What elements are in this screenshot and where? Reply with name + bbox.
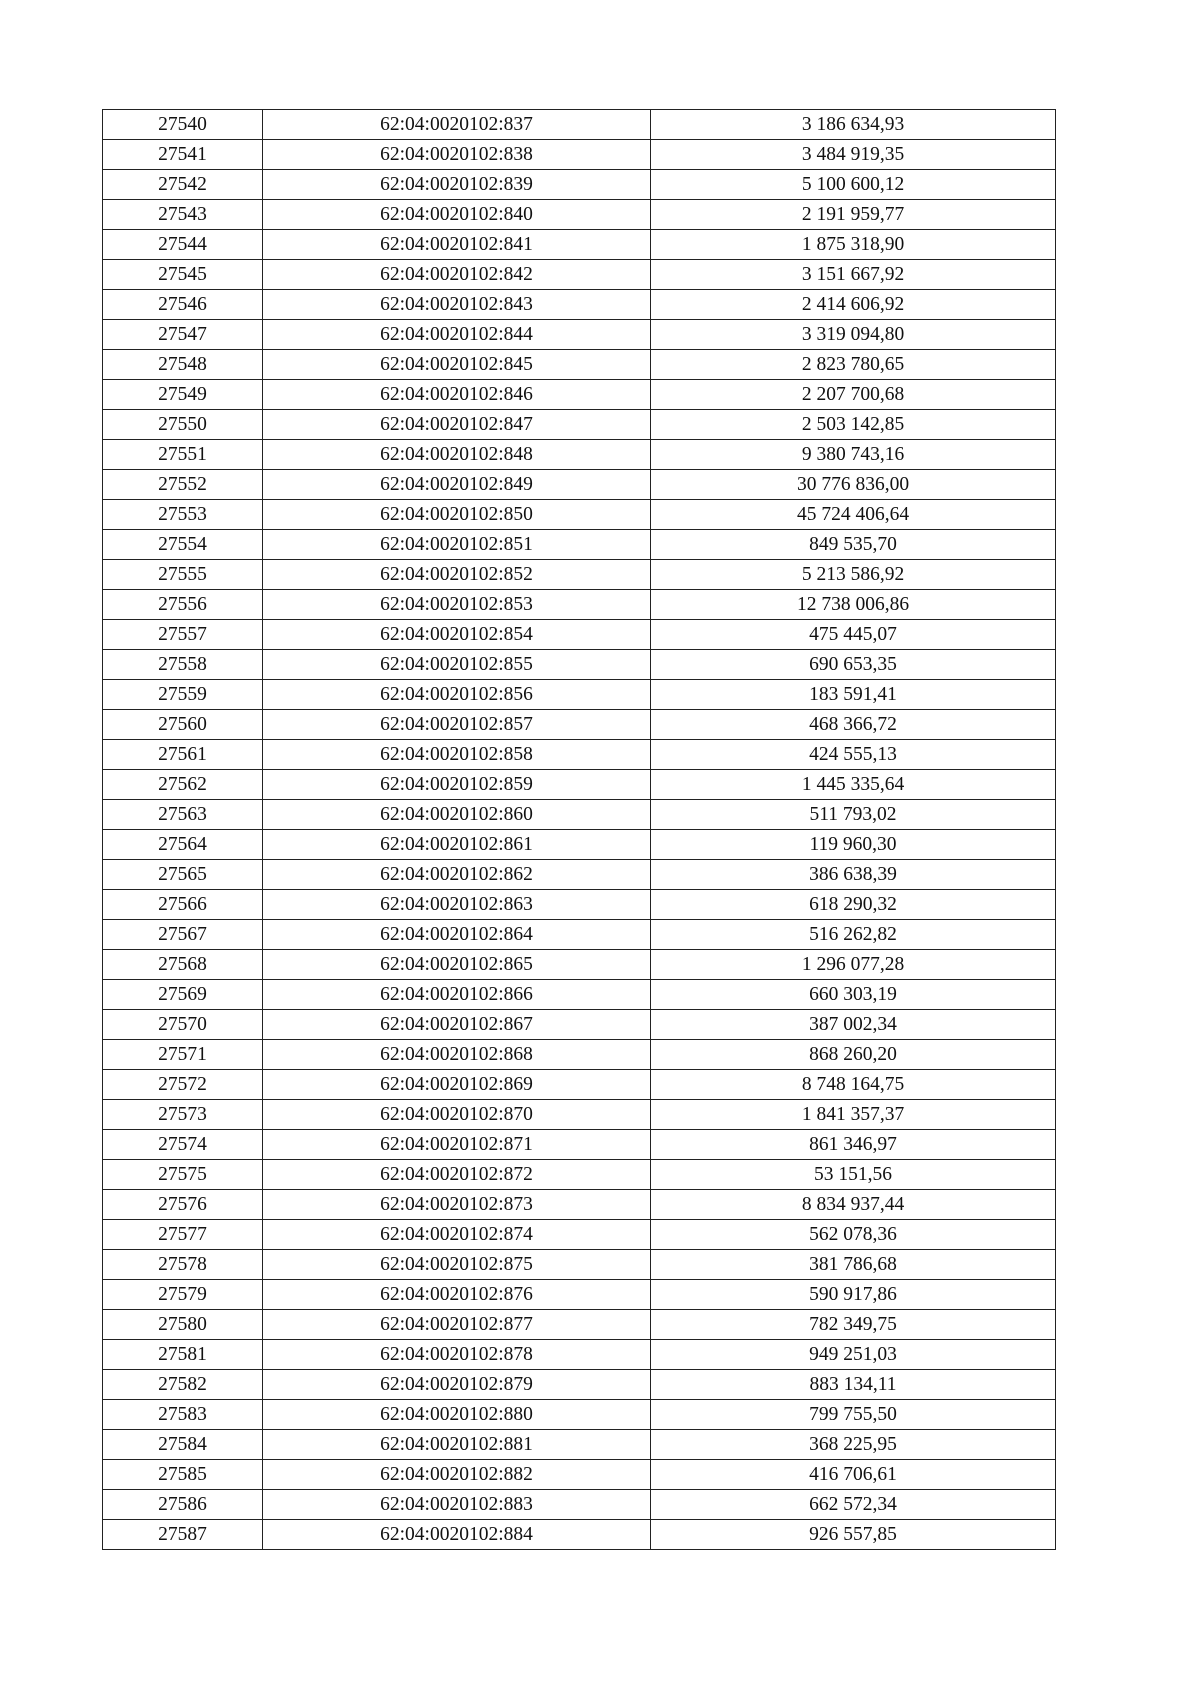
- row-number-cell: 27559: [103, 680, 263, 710]
- row-number-cell: 27587: [103, 1520, 263, 1550]
- table-row: [103, 1130, 1056, 1160]
- row-number-cell: 27580: [103, 1310, 263, 1340]
- cadastral-value-cell: 368 225,95: [651, 1430, 1056, 1460]
- row-number-cell: 27579: [103, 1280, 263, 1310]
- cadastral-value-cell: 926 557,85: [651, 1520, 1056, 1550]
- cadastral-number-cell: 62:04:0020102:860: [263, 800, 651, 830]
- cadastral-value-cell: 416 706,61: [651, 1460, 1056, 1490]
- table-row: [103, 1190, 1056, 1220]
- row-number-cell: 27583: [103, 1400, 263, 1430]
- cadastral-value-cell: 381 786,68: [651, 1250, 1056, 1280]
- cadastral-number-cell: 62:04:0020102:871: [263, 1130, 651, 1160]
- cadastral-value-cell: 475 445,07: [651, 620, 1056, 650]
- cadastral-value-cell: 516 262,82: [651, 920, 1056, 950]
- row-number-cell: 27564: [103, 830, 263, 860]
- cadastral-value-cell: 12 738 006,86: [651, 590, 1056, 620]
- table-row: [103, 440, 1056, 470]
- cadastral-value-cell: 2 191 959,77: [651, 200, 1056, 230]
- cadastral-number-cell: 62:04:0020102:883: [263, 1490, 651, 1520]
- cadastral-number-cell: 62:04:0020102:857: [263, 710, 651, 740]
- row-number-cell: 27572: [103, 1070, 263, 1100]
- cadastral-number-cell: 62:04:0020102:862: [263, 860, 651, 890]
- table-row: [103, 770, 1056, 800]
- cadastral-number-cell: 62:04:0020102:875: [263, 1250, 651, 1280]
- table-row: [103, 560, 1056, 590]
- row-number-cell: 27552: [103, 470, 263, 500]
- table-row: [103, 1250, 1056, 1280]
- table-row: [103, 950, 1056, 980]
- row-number-cell: 27551: [103, 440, 263, 470]
- cadastral-value-cell: 2 503 142,85: [651, 410, 1056, 440]
- cadastral-value-cell: 799 755,50: [651, 1400, 1056, 1430]
- cadastral-number-cell: 62:04:0020102:854: [263, 620, 651, 650]
- table-row: [103, 500, 1056, 530]
- row-number-cell: 27540: [103, 110, 263, 140]
- table-row: [103, 890, 1056, 920]
- cadastral-number-cell: 62:04:0020102:868: [263, 1040, 651, 1070]
- row-number-cell: 27566: [103, 890, 263, 920]
- row-number-cell: 27567: [103, 920, 263, 950]
- cadastral-value-cell: 5 100 600,12: [651, 170, 1056, 200]
- cadastral-number-cell: 62:04:0020102:877: [263, 1310, 651, 1340]
- cadastral-number-cell: 62:04:0020102:848: [263, 440, 651, 470]
- table-row: [103, 980, 1056, 1010]
- table-row: [103, 530, 1056, 560]
- row-number-cell: 27574: [103, 1130, 263, 1160]
- table-row: [103, 830, 1056, 860]
- table-row: [103, 680, 1056, 710]
- row-number-cell: 27558: [103, 650, 263, 680]
- cadastral-value-cell: 782 349,75: [651, 1310, 1056, 1340]
- cadastral-value-cell: 2 823 780,65: [651, 350, 1056, 380]
- cadastral-value-cell: 468 366,72: [651, 710, 1056, 740]
- row-number-cell: 27563: [103, 800, 263, 830]
- table-row: [103, 590, 1056, 620]
- table-row: [103, 140, 1056, 170]
- cadastral-number-cell: 62:04:0020102:837: [263, 110, 651, 140]
- table-row: [103, 1010, 1056, 1040]
- row-number-cell: 27557: [103, 620, 263, 650]
- table-row: [103, 230, 1056, 260]
- row-number-cell: 27578: [103, 1250, 263, 1280]
- cadastral-value-cell: 1 296 077,28: [651, 950, 1056, 980]
- row-number-cell: 27549: [103, 380, 263, 410]
- row-number-cell: 27586: [103, 1490, 263, 1520]
- table-row: [103, 1340, 1056, 1370]
- cadastral-value-cell: 662 572,34: [651, 1490, 1056, 1520]
- table-row: [103, 1310, 1056, 1340]
- table-row: [103, 350, 1056, 380]
- cadastral-number-cell: 62:04:0020102:849: [263, 470, 651, 500]
- table-row: [103, 1070, 1056, 1100]
- cadastral-number-cell: 62:04:0020102:861: [263, 830, 651, 860]
- cadastral-number-cell: 62:04:0020102:839: [263, 170, 651, 200]
- cadastral-value-cell: 1 841 357,37: [651, 1100, 1056, 1130]
- table-row: [103, 860, 1056, 890]
- cadastral-value-table: [102, 109, 1056, 1550]
- cadastral-value-cell: 562 078,36: [651, 1220, 1056, 1250]
- table-row: [103, 170, 1056, 200]
- table-row: [103, 1430, 1056, 1460]
- table-row: [103, 1100, 1056, 1130]
- table-row: [103, 740, 1056, 770]
- row-number-cell: 27573: [103, 1100, 263, 1130]
- cadastral-number-cell: 62:04:0020102:856: [263, 680, 651, 710]
- cadastral-number-cell: 62:04:0020102:870: [263, 1100, 651, 1130]
- cadastral-value-cell: 868 260,20: [651, 1040, 1056, 1070]
- cadastral-value-cell: 53 151,56: [651, 1160, 1056, 1190]
- row-number-cell: 27561: [103, 740, 263, 770]
- table-row: [103, 1400, 1056, 1430]
- row-number-cell: 27576: [103, 1190, 263, 1220]
- row-number-cell: 27569: [103, 980, 263, 1010]
- table-row: [103, 1520, 1056, 1550]
- cadastral-number-cell: 62:04:0020102:881: [263, 1430, 651, 1460]
- cadastral-value-cell: 183 591,41: [651, 680, 1056, 710]
- cadastral-value-cell: 2 414 606,92: [651, 290, 1056, 320]
- row-number-cell: 27568: [103, 950, 263, 980]
- cadastral-number-cell: 62:04:0020102:879: [263, 1370, 651, 1400]
- cadastral-number-cell: 62:04:0020102:863: [263, 890, 651, 920]
- row-number-cell: 27553: [103, 500, 263, 530]
- cadastral-number-cell: 62:04:0020102:853: [263, 590, 651, 620]
- cadastral-value-cell: 387 002,34: [651, 1010, 1056, 1040]
- row-number-cell: 27560: [103, 710, 263, 740]
- cadastral-number-cell: 62:04:0020102:878: [263, 1340, 651, 1370]
- cadastral-value-cell: 424 555,13: [651, 740, 1056, 770]
- cadastral-value-cell: 618 290,32: [651, 890, 1056, 920]
- cadastral-number-cell: 62:04:0020102:843: [263, 290, 651, 320]
- cadastral-value-cell: 8 748 164,75: [651, 1070, 1056, 1100]
- table-row: [103, 710, 1056, 740]
- cadastral-number-cell: 62:04:0020102:841: [263, 230, 651, 260]
- cadastral-number-cell: 62:04:0020102:884: [263, 1520, 651, 1550]
- row-number-cell: 27585: [103, 1460, 263, 1490]
- cadastral-number-cell: 62:04:0020102:844: [263, 320, 651, 350]
- cadastral-number-cell: 62:04:0020102:869: [263, 1070, 651, 1100]
- cadastral-number-cell: 62:04:0020102:855: [263, 650, 651, 680]
- cadastral-number-cell: 62:04:0020102:846: [263, 380, 651, 410]
- table-body: [103, 110, 1056, 1550]
- row-number-cell: 27582: [103, 1370, 263, 1400]
- row-number-cell: 27555: [103, 560, 263, 590]
- row-number-cell: 27571: [103, 1040, 263, 1070]
- row-number-cell: 27546: [103, 290, 263, 320]
- cadastral-number-cell: 62:04:0020102:867: [263, 1010, 651, 1040]
- table-row: [103, 800, 1056, 830]
- row-number-cell: 27565: [103, 860, 263, 890]
- row-number-cell: 27548: [103, 350, 263, 380]
- cadastral-number-cell: 62:04:0020102:873: [263, 1190, 651, 1220]
- cadastral-value-cell: 3 151 667,92: [651, 260, 1056, 290]
- cadastral-value-cell: 5 213 586,92: [651, 560, 1056, 590]
- row-number-cell: 27584: [103, 1430, 263, 1460]
- row-number-cell: 27545: [103, 260, 263, 290]
- cadastral-number-cell: 62:04:0020102:845: [263, 350, 651, 380]
- table-row: [103, 290, 1056, 320]
- row-number-cell: 27554: [103, 530, 263, 560]
- cadastral-value-cell: 1 445 335,64: [651, 770, 1056, 800]
- cadastral-value-cell: 690 653,35: [651, 650, 1056, 680]
- cadastral-number-cell: 62:04:0020102:842: [263, 260, 651, 290]
- cadastral-value-cell: 386 638,39: [651, 860, 1056, 890]
- cadastral-value-cell: 3 186 634,93: [651, 110, 1056, 140]
- cadastral-number-cell: 62:04:0020102:866: [263, 980, 651, 1010]
- row-number-cell: 27577: [103, 1220, 263, 1250]
- cadastral-number-cell: 62:04:0020102:876: [263, 1280, 651, 1310]
- table-row: [103, 1460, 1056, 1490]
- table-row: [103, 1040, 1056, 1070]
- row-number-cell: 27547: [103, 320, 263, 350]
- row-number-cell: 27570: [103, 1010, 263, 1040]
- table-row: [103, 1490, 1056, 1520]
- cadastral-value-cell: 511 793,02: [651, 800, 1056, 830]
- cadastral-number-cell: 62:04:0020102:858: [263, 740, 651, 770]
- table-row: [103, 920, 1056, 950]
- table-row: [103, 470, 1056, 500]
- cadastral-number-cell: 62:04:0020102:840: [263, 200, 651, 230]
- cadastral-value-cell: 883 134,11: [651, 1370, 1056, 1400]
- row-number-cell: 27541: [103, 140, 263, 170]
- cadastral-value-cell: 660 303,19: [651, 980, 1056, 1010]
- table-row: [103, 1220, 1056, 1250]
- row-number-cell: 27544: [103, 230, 263, 260]
- cadastral-number-cell: 62:04:0020102:865: [263, 950, 651, 980]
- table-row: [103, 200, 1056, 230]
- cadastral-value-cell: 3 484 919,35: [651, 140, 1056, 170]
- cadastral-value-cell: 861 346,97: [651, 1130, 1056, 1160]
- cadastral-value-cell: 590 917,86: [651, 1280, 1056, 1310]
- cadastral-number-cell: 62:04:0020102:864: [263, 920, 651, 950]
- table-row: [103, 380, 1056, 410]
- table-row: [103, 1370, 1056, 1400]
- cadastral-number-cell: 62:04:0020102:850: [263, 500, 651, 530]
- table-row: [103, 260, 1056, 290]
- cadastral-value-cell: 30 776 836,00: [651, 470, 1056, 500]
- cadastral-value-cell: 949 251,03: [651, 1340, 1056, 1370]
- cadastral-value-cell: 2 207 700,68: [651, 380, 1056, 410]
- cadastral-number-cell: 62:04:0020102:859: [263, 770, 651, 800]
- cadastral-number-cell: 62:04:0020102:874: [263, 1220, 651, 1250]
- cadastral-number-cell: 62:04:0020102:851: [263, 530, 651, 560]
- table-row: [103, 410, 1056, 440]
- row-number-cell: 27556: [103, 590, 263, 620]
- row-number-cell: 27562: [103, 770, 263, 800]
- cadastral-number-cell: 62:04:0020102:847: [263, 410, 651, 440]
- row-number-cell: 27581: [103, 1340, 263, 1370]
- table-row: [103, 620, 1056, 650]
- cadastral-number-cell: 62:04:0020102:880: [263, 1400, 651, 1430]
- table-row: [103, 1160, 1056, 1190]
- cadastral-number-cell: 62:04:0020102:838: [263, 140, 651, 170]
- cadastral-value-cell: 45 724 406,64: [651, 500, 1056, 530]
- table-row: [103, 650, 1056, 680]
- row-number-cell: 27543: [103, 200, 263, 230]
- table-row: [103, 110, 1056, 140]
- cadastral-number-cell: 62:04:0020102:882: [263, 1460, 651, 1490]
- row-number-cell: 27550: [103, 410, 263, 440]
- cadastral-number-cell: 62:04:0020102:852: [263, 560, 651, 590]
- cadastral-value-cell: 119 960,30: [651, 830, 1056, 860]
- cadastral-number-cell: 62:04:0020102:872: [263, 1160, 651, 1190]
- cadastral-value-cell: 9 380 743,16: [651, 440, 1056, 470]
- cadastral-value-cell: 849 535,70: [651, 530, 1056, 560]
- cadastral-value-cell: 3 319 094,80: [651, 320, 1056, 350]
- table-row: [103, 320, 1056, 350]
- table-row: [103, 1280, 1056, 1310]
- row-number-cell: 27575: [103, 1160, 263, 1190]
- cadastral-value-table-wrapper: [102, 109, 1056, 1550]
- cadastral-value-cell: 8 834 937,44: [651, 1190, 1056, 1220]
- row-number-cell: 27542: [103, 170, 263, 200]
- cadastral-value-cell: 1 875 318,90: [651, 230, 1056, 260]
